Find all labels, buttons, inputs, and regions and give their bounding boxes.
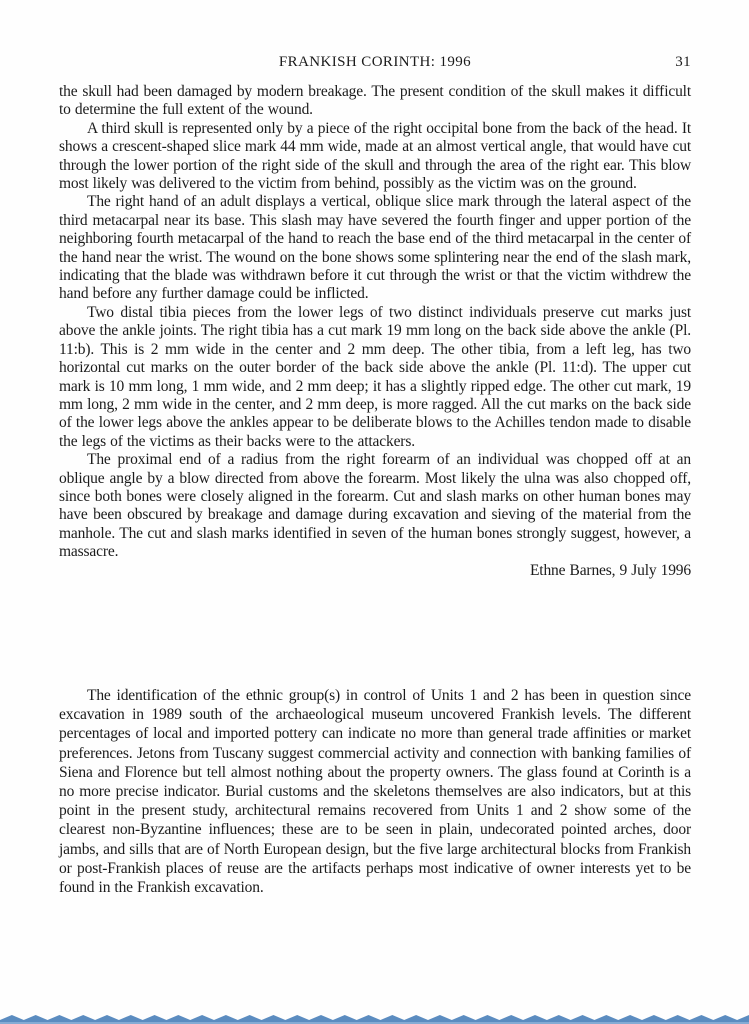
paragraph-right-hand: The right hand of an adult displays a vertical, oblique slice mark through the lateral aspect of the third metacarpal near its base. This slash may have severed the fourth finger and upper portion of the neighboring fourth metacarpal of the hand to reach the base end of the third metacarpal in the center of the hand near the wrist. The wound on the bone shows some splintering near the end of the slash mark, indicating that the blade was withdrawn before it cut through the wrist or that the victim withdrew the hand before any further damage could be inflicted. (59, 193, 691, 303)
discussion-section (59, 686, 691, 897)
paragraph-radius-massacre: The proximal end of a radius from the right forearm of an individual was chopped off at an oblique angle by a blow directed from above the forearm. Most likely the ulna was also chopped off, since both bones were closely aligned in the forearm. Cut and slash marks on other human bones may have been obscured by breakage and damage during excavation and sieving of the material from the manhole. The cut and slash marks identified in seven of the human bones strongly suggest, however, a massacre. (59, 451, 691, 561)
report-signature: Ethne Barnes, 9 July 1996 (529, 561, 691, 579)
running-title: FRANKISH CORINTH: 1996 (278, 54, 472, 70)
paragraph-third-skull: A third skull is represented only by a piece of the right occipital bone from the back of the head. It shows a crescent-shaped slice mark 44 mm wide, made at an almost vertical angle, that would have cut through the lower portion of the right side of the skull and through the area of the right ear. This blow most likely was delivered to the victim from behind, possibly as the victim was on the ground. (59, 119, 691, 193)
osteology-report-section (59, 83, 691, 580)
page-header (59, 54, 691, 72)
page-number: 31 (675, 54, 691, 70)
paragraph-ethnic-identification: The identification of the ethnic group(s) in control of Units 1 and 2 has been in question since excavation in 1989 south of the archaeological museum uncovered Frankish levels. The different percentages of local and imported pottery can indicate no more than general trade affinities or market preferences. Jetons from Tuscany suggest commercial activity and connection with banking families of Siena and Florence but tell almost nothing about the property owners. The glass found at Corinth is a no more precise indicator. Burial customs and the skeletons themselves are also indicators, but at this point in the present study, architectural remains recovered from Units 1 and 2 show some of the clearest non-Byzantine influences; these are to be seen in plain, undecorated pointed arches, door jambs, and sills that are of North European design, but the five large architectural blocks from Frankish or post-Frankish places of reuse are the artifacts perhaps most indicative of owner interests yet to be found in the Frankish excavation. (59, 687, 691, 897)
paragraph-skull-continuation: the skull had been damaged by modern breakage. The present condition of the skull makes it difficult to determine the full extent of the wound. (59, 83, 691, 119)
paragraph-tibia-cut-marks: Two distal tibia pieces from the lower legs of two distinct individuals preserve cut marks just above the ankle joints. The right tibia has a cut mark 19 mm long on the back side above the ankle (Pl. 11:b). This is 2 mm wide in the center and 2 mm deep. The other tibia, from a left leg, has two horizontal cut marks on the outer border of the back side above the ankle (Pl. 11:d). The upper cut mark is 10 mm long, 1 mm wide, and 2 mm deep; it has a slightly ripped edge. The other cut mark, 19 mm long, 2 mm wide in the center, and 2 mm deep, is more ragged. All the cut marks on the back side of the lower legs above the ankles appear to be deliberate blows to the Achilles tendon made to disable the legs of the victims as their backs were to the attackers. (59, 303, 691, 450)
torn-paper-edge-icon (0, 1012, 749, 1024)
